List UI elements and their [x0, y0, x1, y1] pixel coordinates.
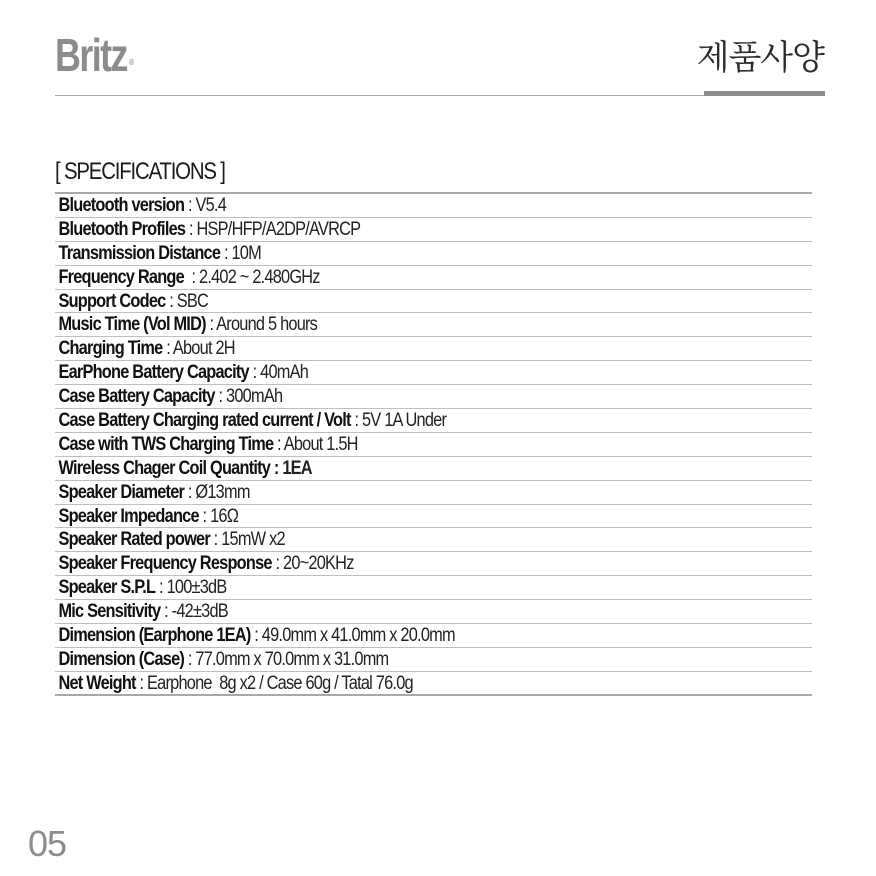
spec-value: 49.0mm x 41.0mm x 20.0mm: [261, 625, 455, 647]
page-number: 05: [28, 823, 67, 864]
registered-mark: ®: [129, 58, 134, 67]
spec-label: Speaker Rated power: [58, 529, 210, 551]
spec-row: [55, 290, 812, 314]
spec-row-content: [55, 433, 358, 456]
spec-row: [55, 313, 812, 337]
spec-label: Dimension (Case): [58, 648, 185, 670]
specifications-heading: [ SPECIFICATIONS ]: [55, 158, 225, 185]
spec-row-content: [55, 194, 226, 217]
spec-label: Case with TWS Charging Time: [58, 433, 274, 455]
spec-row: [55, 648, 812, 672]
spec-row: [55, 242, 812, 266]
spec-value: 1EA: [282, 457, 312, 479]
spec-label: Wireless Chager Coil Quantity: [58, 457, 271, 479]
spec-row: [55, 194, 812, 218]
spec-label: Charging Time: [58, 338, 163, 360]
spec-value: SBC: [176, 290, 209, 312]
spec-value: 100±3dB: [166, 577, 227, 599]
spec-separator: :: [135, 672, 148, 694]
spec-row-content: [55, 266, 320, 289]
spec-label: EarPhone Battery Capacity: [58, 362, 249, 384]
spec-separator: :: [250, 625, 262, 647]
spec-label: Mic Sensitivity: [58, 601, 161, 623]
spec-row-content: [55, 313, 317, 336]
spec-row-content: [55, 481, 250, 504]
spec-row-content: [55, 290, 208, 313]
spec-row: [55, 552, 812, 576]
spec-row: [55, 481, 812, 505]
spec-label: Speaker Impedance: [58, 505, 199, 527]
spec-separator: :: [184, 195, 196, 216]
spec-separator: :: [248, 362, 261, 384]
spec-row-content: [55, 385, 282, 408]
spec-row-content: [55, 505, 238, 528]
spec-row: [55, 409, 812, 433]
brand-logo: [55, 30, 134, 80]
spec-value: 77.0mm x 70.0mm x 31.0mm: [195, 648, 389, 670]
section-title: 제품사양: [696, 38, 824, 78]
spec-row: [55, 505, 812, 529]
spec-value: Earphone 8g x2 / Case 60g / Tatal 76.0g: [147, 672, 413, 694]
spec-value: 2.402 ~ 2.480GHz: [199, 266, 320, 288]
spec-value: V5.4: [195, 195, 227, 216]
spec-row-content: [55, 600, 228, 623]
spec-label: Dimension (Earphone 1EA): [58, 625, 251, 647]
spec-row: [55, 337, 812, 361]
spec-separator: :: [184, 648, 196, 670]
spec-label: Speaker Frequency Response: [58, 553, 272, 575]
spec-label: Case Battery Charging rated current / Volt: [58, 410, 351, 432]
specifications-table: [55, 192, 812, 696]
spec-separator: :: [271, 553, 284, 575]
spec-value: About 1.5H: [283, 433, 358, 455]
spec-row: [55, 600, 812, 624]
spec-row: [55, 385, 812, 409]
spec-label: Bluetooth version: [58, 195, 185, 216]
spec-value: Around 5 hours: [216, 314, 318, 336]
spec-separator: :: [185, 218, 197, 240]
spec-value: About 2H: [172, 338, 235, 360]
spec-row-content: [55, 337, 235, 360]
spec-label: Transmission Distance: [58, 242, 221, 264]
spec-value: 15mW x2: [221, 529, 285, 551]
spec-row: [55, 457, 812, 481]
spec-row: [55, 218, 812, 242]
spec-separator: :: [214, 386, 227, 408]
spec-row-content: [55, 672, 413, 695]
spec-separator: :: [350, 410, 362, 432]
spec-row-content: [55, 409, 446, 432]
spec-row-content: [55, 528, 285, 551]
spec-value: 5V 1A Under: [361, 410, 447, 432]
spec-row-content: [55, 457, 312, 480]
spec-label: Support Codec: [58, 290, 166, 312]
spec-label: Speaker Diameter: [58, 481, 185, 503]
spec-value: 10M: [231, 242, 261, 264]
spec-row-content: [55, 648, 388, 671]
spec-separator: :: [273, 433, 284, 455]
spec-separator: :: [220, 242, 232, 264]
spec-row-content: [55, 218, 360, 241]
spec-value: Ø13mm: [195, 481, 250, 503]
spec-label: Case Battery Capacity: [58, 386, 215, 408]
spec-value: 20~20KHz: [283, 553, 354, 575]
spec-row: [55, 266, 812, 290]
spec-row-content: [55, 242, 261, 265]
spec-separator: :: [209, 529, 222, 551]
spec-row: [55, 528, 812, 552]
spec-label: Bluetooth Profiles: [58, 218, 186, 240]
spec-row-content: [55, 576, 226, 599]
spec-row: [55, 576, 812, 600]
spec-row: [55, 624, 812, 648]
spec-row: [55, 672, 812, 696]
spec-separator: :: [205, 314, 217, 336]
spec-row: [55, 361, 812, 385]
spec-value: 40mAh: [260, 362, 309, 384]
brand-logo-text: Britz: [55, 29, 127, 81]
spec-label: Speaker S.P.L: [58, 577, 156, 599]
spec-label: Music Time (Vol MID): [58, 314, 206, 336]
spec-row: [55, 433, 812, 457]
spec-row-content: [55, 624, 455, 647]
spec-label: Net Weight: [58, 672, 136, 694]
header-accent-bar: [704, 91, 825, 96]
spec-separator: :: [198, 505, 211, 527]
spec-value: 16Ω: [210, 505, 239, 527]
spec-separator: :: [183, 266, 200, 288]
spec-row-content: [55, 361, 308, 384]
spec-value: -42±3dB: [171, 601, 228, 623]
spec-separator: :: [270, 457, 283, 479]
spec-separator: :: [162, 338, 173, 360]
spec-separator: :: [160, 601, 172, 623]
spec-value: HSP/HFP/A2DP/AVRCP: [196, 218, 361, 240]
spec-separator: :: [184, 481, 196, 503]
spec-row-content: [55, 552, 354, 575]
spec-label: Frequency Range: [58, 266, 184, 288]
spec-separator: :: [155, 577, 167, 599]
spec-separator: :: [165, 290, 177, 312]
spec-value: 300mAh: [226, 386, 283, 408]
